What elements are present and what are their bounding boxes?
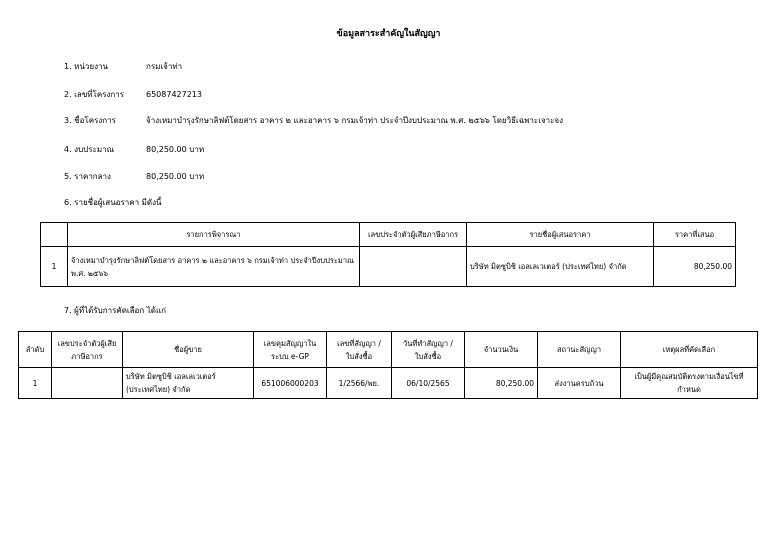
col-header: เลขที่สัญญา / ใบสั่งซื้อ bbox=[327, 332, 392, 368]
cell-seller: บริษัท มิตซูบิชิ เอลเลเวเตอร์ (ประเทศไทย) จำกัด bbox=[123, 368, 254, 399]
field-median-price bbox=[64, 170, 204, 183]
cell-bidder: บริษัท มิตซูบิชิ เอลเลเวเตอร์ (ประเทศไทย) จำกัด bbox=[467, 247, 654, 287]
field-label: 3. ชื่อโครงการ bbox=[64, 116, 116, 125]
cell-no: 1 bbox=[41, 247, 68, 287]
col-header: จำนวนเงิน bbox=[465, 332, 538, 368]
col-header: เลขประจำตัวผู้เสียภาษีอากร bbox=[360, 223, 467, 247]
col-header: เหตุผลที่คัดเลือก bbox=[621, 332, 758, 368]
cell-amount: 80,250.00 bbox=[465, 368, 538, 399]
field-label: 2. เลขที่โครงการ bbox=[64, 90, 125, 99]
col-header bbox=[41, 223, 68, 247]
field-value: 80,250.00 บาท bbox=[146, 145, 205, 154]
field-value: 80,250.00 บาท bbox=[146, 172, 205, 181]
section-bidders-heading: 6. รายชื่อผู้เสนอราคา มีดังนี้ bbox=[64, 198, 162, 207]
section-selected-heading: 7. ผู้ที่ได้รับการคัดเลือก ได้แก่ bbox=[64, 306, 166, 315]
selected-table bbox=[18, 331, 758, 399]
col-header: เลขคุมสัญญาในระบบ e-GP bbox=[254, 332, 327, 368]
cell-no: 1 bbox=[19, 368, 52, 399]
field-value: จ้างเหมาบำรุงรักษาลิฟต์โดยสาร อาคาร ๒ และอาคาร ๖ กรมเจ้าท่า ประจำปีงบประมาณ พ.ศ. ๒๕๖๖ โดยวิธีเฉพาะเจาะจง bbox=[146, 116, 564, 125]
cell-reason: เป็นผู้มีคุณสมบัติตรงตามเงื่อนไขที่กำหนด bbox=[621, 368, 758, 399]
field-value: 65087427213 bbox=[146, 90, 202, 99]
cell-price: 80,250.00 bbox=[654, 247, 736, 287]
bidders-table bbox=[40, 222, 736, 287]
table-header-row bbox=[19, 332, 758, 368]
cell-status: ส่งงานครบถ้วน bbox=[538, 368, 621, 399]
table-row bbox=[19, 368, 758, 399]
field-budget bbox=[64, 143, 204, 156]
col-header: วันที่ทำสัญญา / ใบสั่งซื้อ bbox=[392, 332, 465, 368]
cell-egp-no: 651006000203 bbox=[254, 368, 327, 399]
field-label: 5. ราคากลาง bbox=[64, 172, 111, 181]
col-header: เลขประจำตัวผู้เสียภาษีอากร bbox=[52, 332, 123, 368]
field-department bbox=[64, 60, 182, 73]
col-header: ลำดับ bbox=[19, 332, 52, 368]
page-title: ข้อมูลสาระสำคัญในสัญญา bbox=[336, 29, 441, 39]
col-header: ชื่อผู้ขาย bbox=[123, 332, 254, 368]
col-header: รายการพิจารณา bbox=[68, 223, 360, 247]
cell-date: 06/10/2565 bbox=[392, 368, 465, 399]
col-header: สถานะสัญญา bbox=[538, 332, 621, 368]
field-label: 4. งบประมาณ bbox=[64, 145, 115, 154]
field-project-number bbox=[64, 88, 202, 101]
field-value: กรมเจ้าท่า bbox=[146, 62, 183, 71]
table-row bbox=[41, 247, 736, 287]
cell-tax-id bbox=[52, 368, 123, 399]
cell-item: จ้างเหมาบำรุงรักษาลิฟต์โดยสาร อาคาร ๒ และอาคาร ๖ กรมเจ้าท่า ประจำปีงบประมาณ พ.ศ. ๒๕๖๖ bbox=[68, 247, 360, 287]
field-project-name bbox=[64, 114, 563, 127]
cell-contract-no: 1/2566/พย. bbox=[327, 368, 392, 399]
col-header: ราคาที่เสนอ bbox=[654, 223, 736, 247]
table-header-row bbox=[41, 223, 736, 247]
cell-tax-id bbox=[360, 247, 467, 287]
field-label: 1. หน่วยงาน bbox=[64, 62, 108, 71]
col-header: รายชื่อผู้เสนอราคา bbox=[467, 223, 654, 247]
